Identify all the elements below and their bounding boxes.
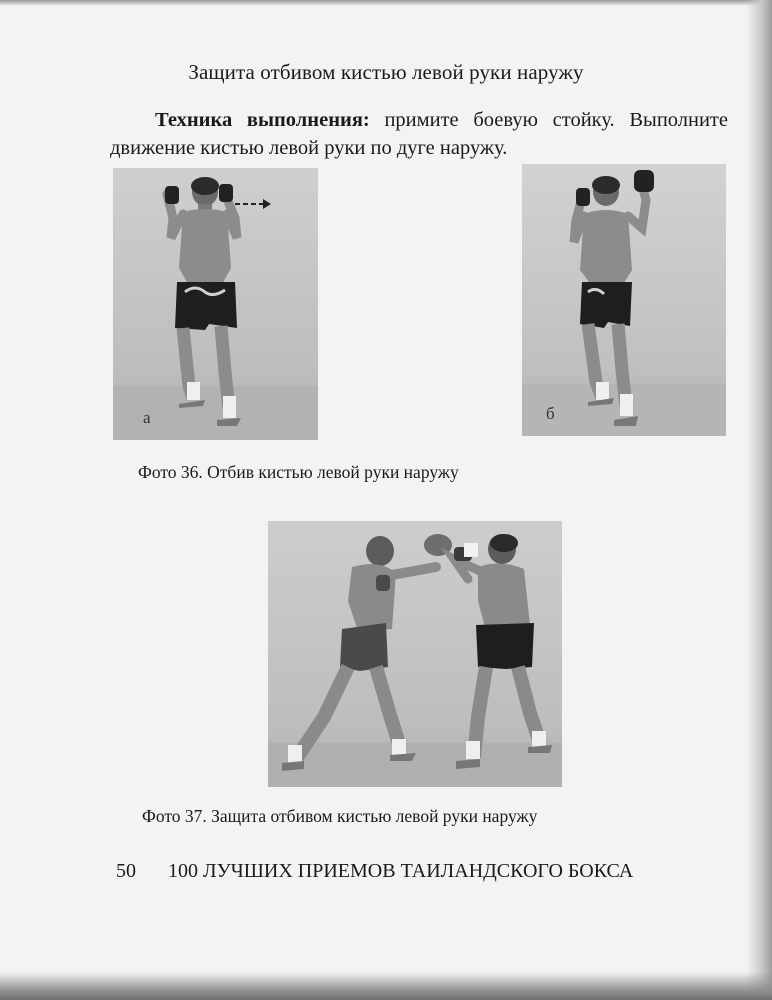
section-heading: Защита отбивом кистью левой руки наружу [188,60,584,84]
technique-text: примите боевую стойку. Выполните движение кистью левой руки по дуге наружу. [110,109,728,159]
scan-top-edge [0,0,772,6]
scan-bottom-edge [0,972,772,1000]
scan-right-edge [746,0,772,1000]
photo-36b [522,164,726,436]
photo-37-caption: Фото 37. Защита отбивом кистью левой руки наружу [142,806,538,826]
photo-37 [268,521,562,787]
photo-36a [113,168,318,440]
page-number: 50 [116,860,136,882]
photo-36-caption: Фото 36. Отбив кистью левой руки наружу [138,462,459,482]
book-title: 100 ЛУЧШИХ ПРИЕМОВ ТАИЛАНДСКОГО БОКСА [168,860,634,882]
page-footer [116,860,676,883]
technique-term: Техника выполнения: [155,109,370,131]
photo-36b-label: б [546,404,555,423]
photo-36a-label: а [143,408,151,427]
body-paragraph [110,106,728,162]
